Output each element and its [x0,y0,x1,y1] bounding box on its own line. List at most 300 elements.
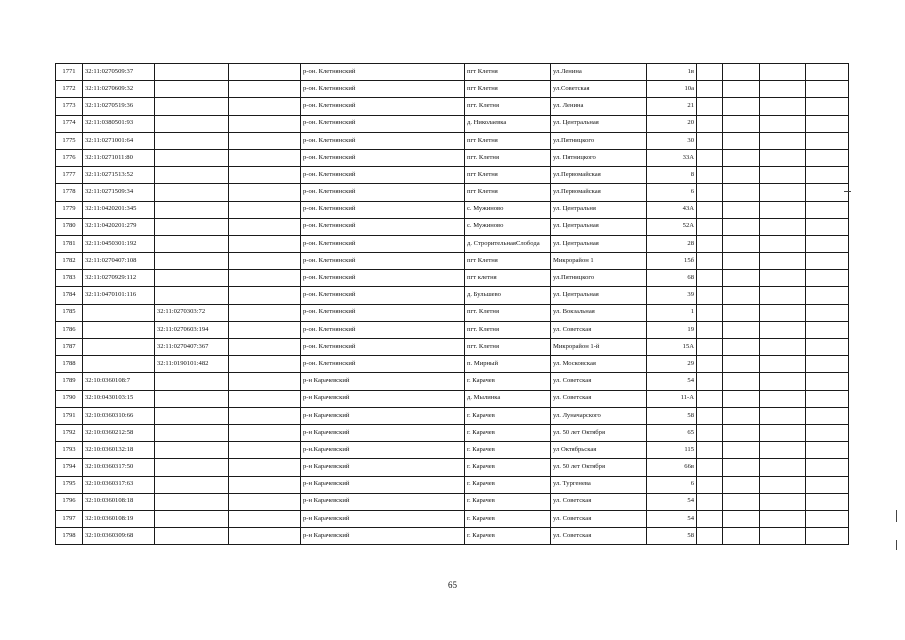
empty-cell [723,442,760,459]
district-cell: р-он. Клетнянский [301,184,465,201]
row-number: 1778 [56,184,83,201]
row-number: 1784 [56,287,83,304]
empty-cell [723,407,760,424]
row-number: 1772 [56,81,83,98]
street-cell: ул. 50 лет Октября [551,459,647,476]
cadastral-number: 32:11:0270929:112 [83,270,155,287]
empty-cell [723,98,760,115]
table-row [56,235,849,252]
registry-table [55,63,849,545]
row-number: 1791 [56,407,83,424]
empty-cell [229,459,301,476]
street-cell: ул. 50 лет Октября [551,424,647,441]
cadastral-number-alt [155,407,229,424]
empty-cell [229,356,301,373]
house-cell: 20 [647,115,697,132]
cadastral-number: 32:10:0360108:18 [83,493,155,510]
locality-cell: пгт Клетня [465,81,551,98]
cadastral-number-alt [155,373,229,390]
row-number: 1777 [56,167,83,184]
empty-cell [229,81,301,98]
empty-cell [760,493,806,510]
cadastral-number: 32:11:0271001:64 [83,132,155,149]
district-cell: р-н Карачевский [301,390,465,407]
locality-cell: пгт Клетня [465,253,551,270]
table-row [56,218,849,235]
district-cell: р-н Карачевский [301,373,465,390]
empty-cell [806,373,849,390]
table-row [56,321,849,338]
locality-cell: г. Карачев [465,510,551,527]
empty-cell [229,304,301,321]
table-row [56,132,849,149]
table-row [56,339,849,356]
empty-cell [723,201,760,218]
empty-cell [806,407,849,424]
empty-cell [806,218,849,235]
empty-cell [760,528,806,545]
empty-cell [760,149,806,166]
empty-cell [760,64,806,81]
empty-cell [697,132,723,149]
empty-cell [806,270,849,287]
cadastral-number-alt [155,476,229,493]
row-number: 1774 [56,115,83,132]
cadastral-number-alt [155,459,229,476]
house-cell: 65 [647,424,697,441]
cadastral-number-alt [155,184,229,201]
table-row [56,287,849,304]
district-cell: р-он. Клетнянский [301,321,465,338]
empty-cell [806,167,849,184]
table-row [56,510,849,527]
page-number: 65 [448,580,457,590]
cadastral-number-alt [155,424,229,441]
house-cell: 29 [647,356,697,373]
empty-cell [697,201,723,218]
empty-cell [723,149,760,166]
cadastral-number [83,321,155,338]
row-number: 1796 [56,493,83,510]
locality-cell: пгт. Клетня [465,149,551,166]
cadastral-number-alt [155,253,229,270]
row-number: 1782 [56,253,83,270]
table-row [56,476,849,493]
empty-cell [697,253,723,270]
empty-cell [229,442,301,459]
locality-cell: пгт. Клетня [465,304,551,321]
house-cell: 30 [647,132,697,149]
empty-cell [229,218,301,235]
locality-cell: г. Карачев [465,528,551,545]
empty-cell [723,115,760,132]
house-cell: 54 [647,510,697,527]
table-row [56,304,849,321]
locality-cell: д. Мылинка [465,390,551,407]
cadastral-number: 32:10:0430103:15 [83,390,155,407]
locality-cell: пгт. Клетня [465,321,551,338]
empty-cell [229,235,301,252]
empty-cell [723,459,760,476]
empty-cell [760,201,806,218]
district-cell: р-н Карачевский [301,407,465,424]
locality-cell: с. Мужиново [465,218,551,235]
cadastral-number-alt [155,287,229,304]
street-cell: ул.Первомайская [551,184,647,201]
empty-cell [697,184,723,201]
street-cell: ул. Центральная [551,287,647,304]
empty-cell [229,184,301,201]
empty-cell [806,510,849,527]
cadastral-number-alt [155,442,229,459]
table-row [56,528,849,545]
house-cell: 10а [647,81,697,98]
cadastral-number: 32:11:0270519:36 [83,98,155,115]
empty-cell [697,167,723,184]
empty-cell [760,235,806,252]
empty-cell [806,339,849,356]
empty-cell [760,167,806,184]
cadastral-number: 32:11:0270407:108 [83,253,155,270]
empty-cell [229,201,301,218]
empty-cell [760,184,806,201]
table-row [56,253,849,270]
empty-cell [229,407,301,424]
cadastral-number-alt: 32:11:0270303:72 [155,304,229,321]
row-number: 1776 [56,149,83,166]
street-cell: ул. Вокзальная [551,304,647,321]
district-cell: р-он. Клетнянский [301,98,465,115]
empty-cell [229,339,301,356]
cadastral-number-alt [155,149,229,166]
district-cell: р-он. Клетнянский [301,115,465,132]
empty-cell [229,149,301,166]
house-cell: 15А [647,339,697,356]
district-cell: р-н Карачевский [301,459,465,476]
table-row [56,201,849,218]
district-cell: р-н Карачевский [301,493,465,510]
cadastral-number-alt [155,115,229,132]
locality-cell: пгт Клетня [465,167,551,184]
empty-cell [760,115,806,132]
row-number: 1783 [56,270,83,287]
empty-cell [806,476,849,493]
empty-cell [806,184,849,201]
row-number: 1785 [56,304,83,321]
empty-cell [723,184,760,201]
locality-cell: г. Карачев [465,476,551,493]
district-cell: р-он. Клетнянский [301,201,465,218]
cadastral-number: 32:10:0360108:7 [83,373,155,390]
empty-cell [723,253,760,270]
table-row [56,115,849,132]
empty-cell [760,407,806,424]
empty-cell [723,476,760,493]
district-cell: р-он. Клетнянский [301,235,465,252]
row-number: 1790 [56,390,83,407]
locality-cell: г. Карачев [465,442,551,459]
empty-cell [697,115,723,132]
cadastral-number: 32:11:0271509:34 [83,184,155,201]
empty-cell [723,167,760,184]
empty-cell [806,201,849,218]
cadastral-number: 32:11:0470101:116 [83,287,155,304]
cadastral-number [83,304,155,321]
empty-cell [697,356,723,373]
street-cell: ул. Советская [551,510,647,527]
empty-cell [806,390,849,407]
empty-cell [697,442,723,459]
empty-cell [723,132,760,149]
empty-cell [806,115,849,132]
cadastral-number: 32:10:0360310:66 [83,407,155,424]
cadastral-number: 32:11:0271011:80 [83,149,155,166]
house-cell: 1в [647,64,697,81]
cadastral-number-alt: 32:11:0270603:194 [155,321,229,338]
district-cell: р-н Карачевский [301,476,465,493]
cadastral-number-alt [155,528,229,545]
empty-cell [697,390,723,407]
table-body [56,64,849,545]
row-number: 1771 [56,64,83,81]
empty-cell [723,64,760,81]
street-cell: ул Октябрьская [551,442,647,459]
empty-cell [723,304,760,321]
street-cell: ул. Тургенева [551,476,647,493]
empty-cell [760,132,806,149]
district-cell: р-он. Клетнянский [301,64,465,81]
locality-cell: д. Николаевка [465,115,551,132]
empty-cell [806,424,849,441]
empty-cell [697,81,723,98]
cadastral-number: 32:10:0360108:19 [83,510,155,527]
district-cell: р-он. Клетнянский [301,270,465,287]
cadastral-number-alt: 32:11:0190101:482 [155,356,229,373]
table-row [56,442,849,459]
table-row [56,81,849,98]
locality-cell: д. СтрорительнаяСлобода [465,235,551,252]
cadastral-number-alt [155,390,229,407]
empty-cell [723,493,760,510]
row-number: 1788 [56,356,83,373]
empty-cell [760,459,806,476]
empty-cell [806,235,849,252]
empty-cell [229,373,301,390]
empty-cell [806,442,849,459]
house-cell: 21 [647,98,697,115]
empty-cell [760,304,806,321]
district-cell: р-н Карачевский [301,510,465,527]
empty-cell [760,390,806,407]
street-cell: ул. Советская [551,390,647,407]
locality-cell: пгт Клетня [465,64,551,81]
row-number: 1792 [56,424,83,441]
street-cell: ул. Центральня [551,201,647,218]
table-row [56,459,849,476]
empty-cell [760,373,806,390]
street-cell: ул. Центральная [551,218,647,235]
locality-cell: п. Мирный [465,356,551,373]
locality-cell: г. Карачев [465,424,551,441]
cadastral-number: 32:11:0270609:32 [83,81,155,98]
empty-cell [760,476,806,493]
scan-mark [896,540,897,550]
empty-cell [697,98,723,115]
street-cell: Микрорайон 1-й [551,339,647,356]
empty-cell [697,407,723,424]
district-cell: р-н Карачевский [301,424,465,441]
district-cell: р-он. Клетнянский [301,132,465,149]
empty-cell [760,356,806,373]
empty-cell [229,424,301,441]
empty-cell [760,287,806,304]
street-cell: ул. Советская [551,493,647,510]
empty-cell [229,321,301,338]
house-cell: 33А [647,149,697,166]
empty-cell [723,424,760,441]
empty-cell [806,253,849,270]
table-row [56,373,849,390]
district-cell: р-он. Клетнянский [301,167,465,184]
row-number: 1798 [56,528,83,545]
empty-cell [229,115,301,132]
cadastral-number: 32:11:0380501:93 [83,115,155,132]
empty-cell [697,270,723,287]
cadastral-number: 32:10:0360132:18 [83,442,155,459]
cadastral-number: 32:10:0360309:68 [83,528,155,545]
empty-cell [806,132,849,149]
locality-cell: пгт Клетня [465,184,551,201]
empty-cell [806,493,849,510]
house-cell: 39 [647,287,697,304]
street-cell: ул. Советская [551,373,647,390]
street-cell: ул. Ленина [551,98,647,115]
street-cell: ул. Московская [551,356,647,373]
empty-cell [760,321,806,338]
empty-cell [723,81,760,98]
empty-cell [806,98,849,115]
scan-mark [896,510,897,522]
empty-cell [760,510,806,527]
street-cell: Микрорайон 1 [551,253,647,270]
row-number: 1789 [56,373,83,390]
empty-cell [723,235,760,252]
row-number: 1787 [56,339,83,356]
empty-cell [697,287,723,304]
empty-cell [806,287,849,304]
cadastral-number-alt [155,64,229,81]
empty-cell [229,390,301,407]
street-cell: ул.Первомайская [551,167,647,184]
empty-cell [760,253,806,270]
cadastral-number-alt [155,98,229,115]
empty-cell [760,98,806,115]
house-cell: 43А [647,201,697,218]
district-cell: р-он. Клетнянский [301,356,465,373]
district-cell: р-он. Клетнянский [301,218,465,235]
locality-cell: д. Бульшево [465,287,551,304]
cadastral-number-alt [155,218,229,235]
empty-cell [723,218,760,235]
house-cell: 58 [647,407,697,424]
empty-cell [697,528,723,545]
house-cell: 66в [647,459,697,476]
empty-cell [760,81,806,98]
cadastral-number: 32:11:0450301:192 [83,235,155,252]
table-row [56,390,849,407]
table-row [56,167,849,184]
row-number: 1795 [56,476,83,493]
empty-cell [723,528,760,545]
house-cell: 68 [647,270,697,287]
table-row [56,149,849,166]
house-cell: 19 [647,321,697,338]
empty-cell [697,235,723,252]
cadastral-number: 32:10:0360317:50 [83,459,155,476]
empty-cell [229,253,301,270]
street-cell: ул. Пятницкого [551,149,647,166]
empty-cell [806,528,849,545]
row-number: 1793 [56,442,83,459]
row-number: 1775 [56,132,83,149]
empty-cell [806,149,849,166]
street-cell: ул.Пятницкого [551,132,647,149]
house-cell: 15б [647,253,697,270]
empty-cell [723,339,760,356]
locality-cell: г. Карачев [465,493,551,510]
locality-cell: с. Мужиново [465,201,551,218]
district-cell: р-он. Клетнянский [301,253,465,270]
empty-cell [697,493,723,510]
cadastral-number: 32:10:0360212:58 [83,424,155,441]
house-cell: 6 [647,184,697,201]
cadastral-number [83,356,155,373]
locality-cell: г. Карачев [465,407,551,424]
house-cell: 1 [647,304,697,321]
cadastral-number-alt [155,235,229,252]
empty-cell [697,373,723,390]
house-cell: 115 [647,442,697,459]
row-number: 1773 [56,98,83,115]
table-row [56,424,849,441]
cadastral-number-alt [155,167,229,184]
street-cell: ул.Советская [551,81,647,98]
empty-cell [806,321,849,338]
cadastral-number: 32:11:0420201:345 [83,201,155,218]
empty-cell [760,424,806,441]
empty-cell [697,339,723,356]
empty-cell [229,476,301,493]
empty-cell [723,287,760,304]
row-number: 1781 [56,235,83,252]
empty-cell [229,270,301,287]
house-cell: 52А [647,218,697,235]
empty-cell [723,510,760,527]
empty-cell [229,98,301,115]
locality-cell: пгт. Клетня [465,339,551,356]
cadastral-number: 32:11:0270509:37 [83,64,155,81]
cadastral-number-alt [155,493,229,510]
cadastral-number-alt [155,270,229,287]
table-row [56,64,849,81]
empty-cell [806,459,849,476]
street-cell: ул.Пятницкого [551,270,647,287]
empty-cell [723,321,760,338]
house-cell: 6 [647,476,697,493]
locality-cell: пгт. Клетня [465,98,551,115]
house-cell: 28 [647,235,697,252]
street-cell: ул. Советская [551,321,647,338]
